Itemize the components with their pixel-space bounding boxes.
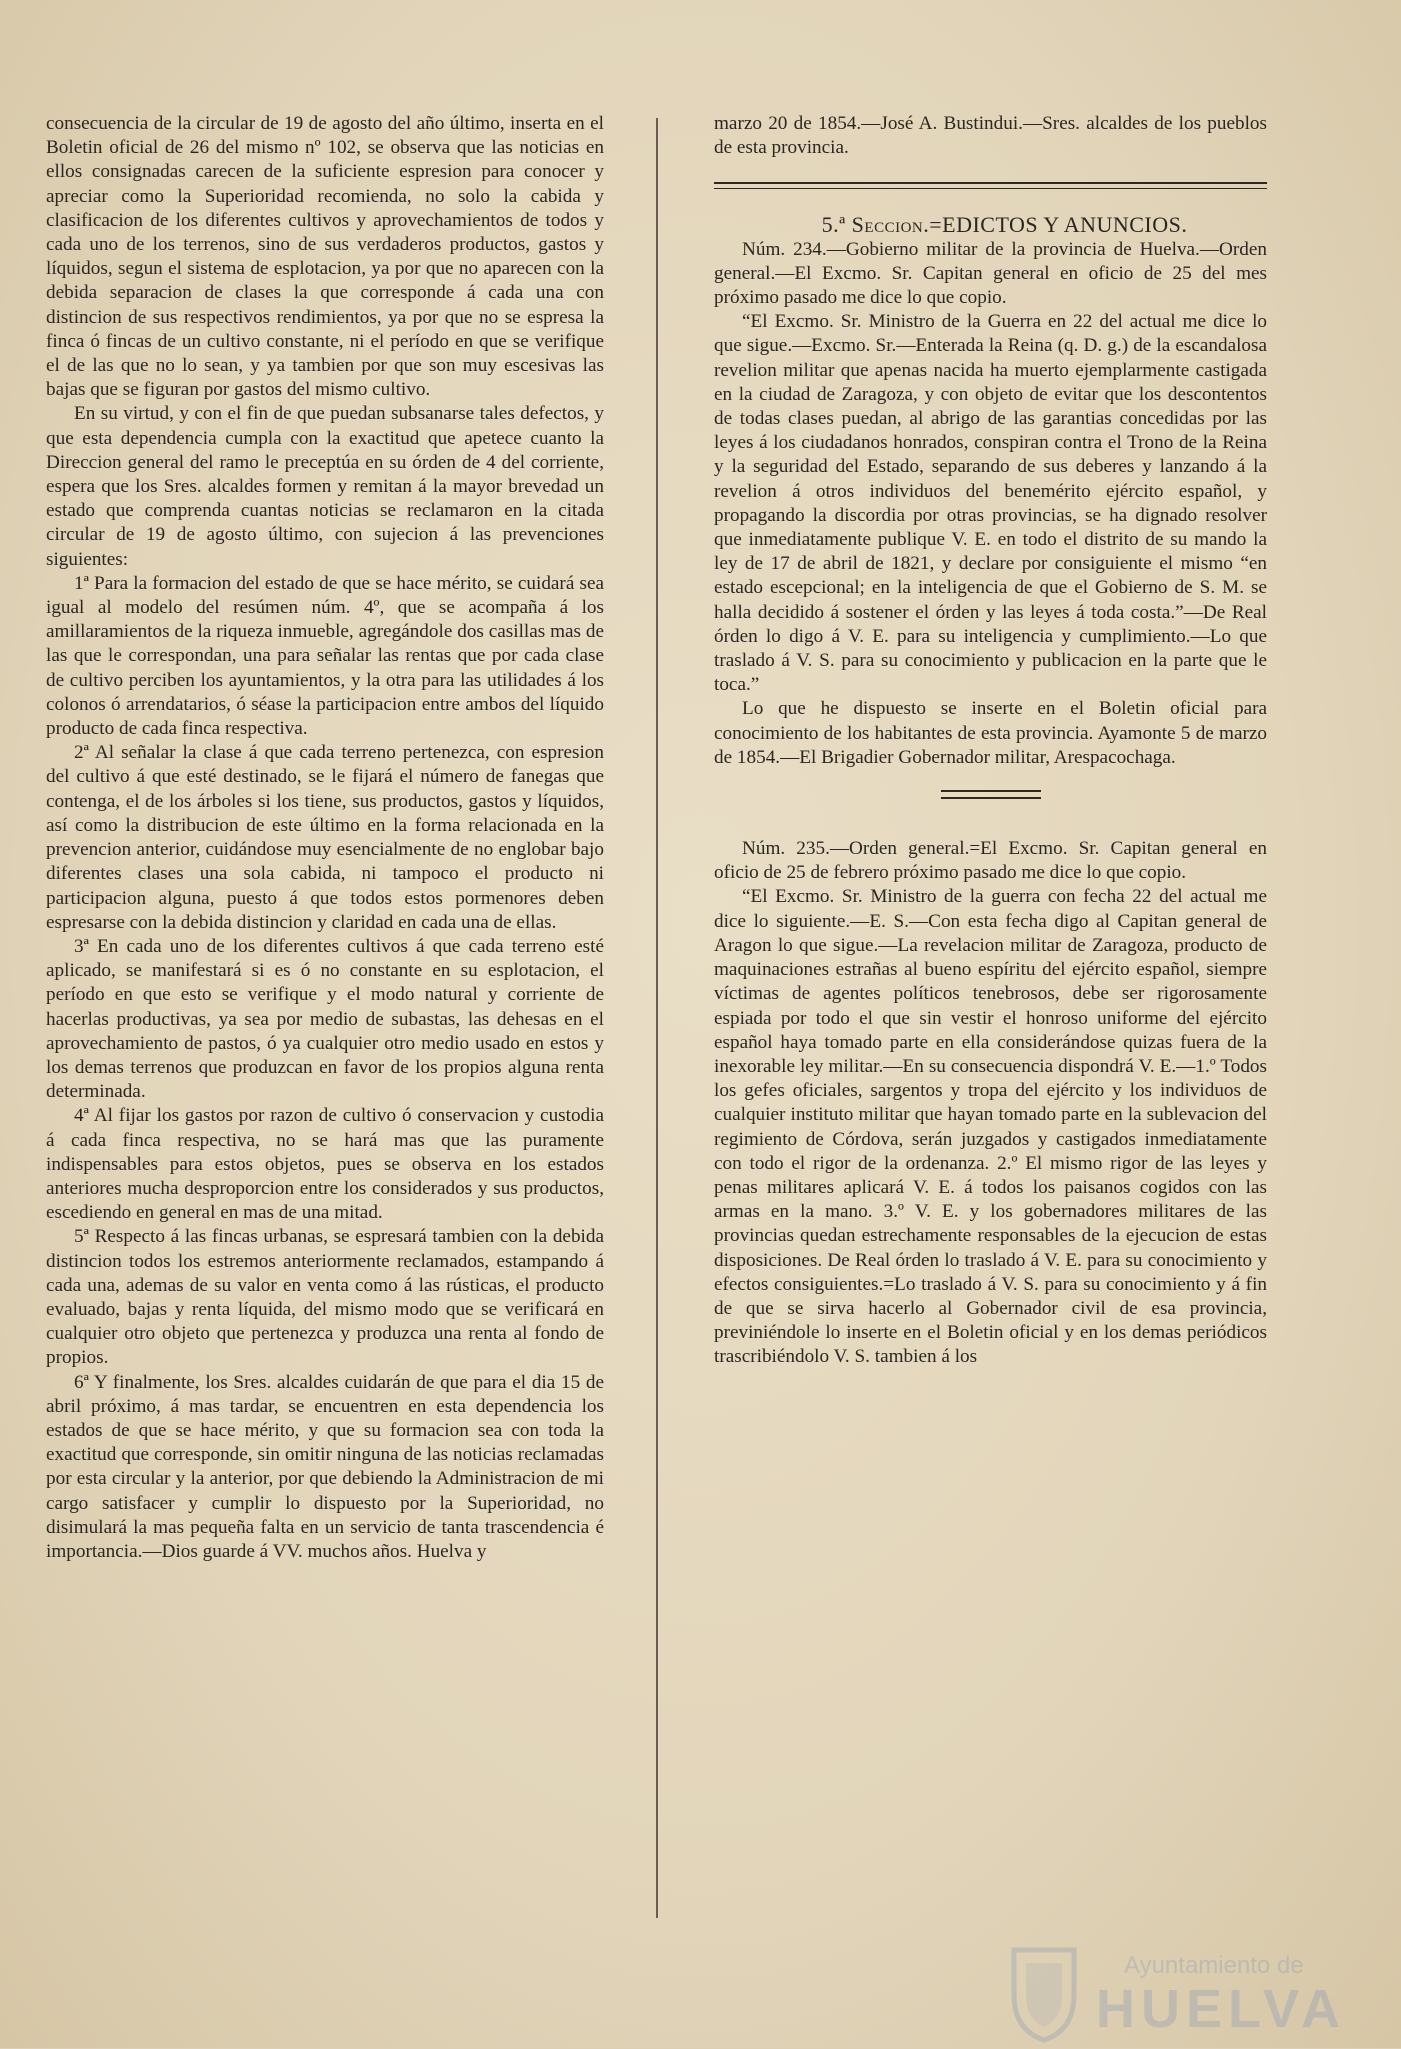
left-column [46, 112, 604, 1564]
circular-rule-4: 4ª Al fijar los gastos por razon de cultivo ó conservacion y custodia á cada finca respectiva, no se hará mas que las puramente indispensables para estos objetos, pues se observa en los estados anteriores mucha desproporcion entre los considerados y sus productos, escediendo en general en mas de una mitad. [46, 1105, 604, 1224]
circular-rule-3: 3ª En cada uno de los diferentes cultivos á que cada terreno esté aplicado, se manifestará si es ó no constante en su esplotacion, el período en que esto se verifique y el modo natural y corriente de hacerlas productivas, ya sea por medio de subastas, las dehesas en el aprovechamiento de pastos, ó ya cualquier otro medio usado en estos y los demas terrenos que produzcan en favor de los propios alguna renta determinada. [46, 935, 604, 1103]
notice-235-body: “El Excmo. Sr. Ministro de la guerra con fecha 22 del actual me dice lo siguiente.—E. S.—Con esta fecha digo al Capitan general de Aragon lo que sigue.—La revelacion militar de Zaragoza, producto de maquinaciones estrañas al bueno espíritu del ejército español, siempre víctimas de agentes políticos tenebrosos, debe ser rigorosamente espiada por todo el que sin vestir el honroso uniforme del ejército español haya tomado parte en ella considerándose quizas fuera de la inexorable ley militar.—En su consecuencia dispondrá V. E.—1.º Todos los gefes oficiales, sargentos y tropa del ejército y los individuos de cualquier instituto militar que hayan tomado parte en la sublevacion del regimiento de Córdova, serán juzgados y castigados inmediatamente con todo el rigor de la ordenanza. 2.º El mismo rigor de las leyes y penas militares aplicará V. E. á todos los paisanos cogidos con las armas en la mano. 3.º V. E. y los gobernadores militares de las provincias quedan estrechamente responsables de la ejecucion de estas disposiciones. De Real órden lo traslado á V. E. para su conocimiento y efectos consiguientes.=Lo traslado á V. S. para su conocimiento y á fin de que se sirva hacerlo al Gobernador civil de esa provincia, previniéndole lo inserte en el Boletin oficial y en los demas periódicos trascribiéndolo V. S. tambien á los [714, 886, 1267, 1368]
notice-234-header: Núm. 234.—Gobierno militar de la provincia de Huelva.—Orden general.—El Excmo. Sr. Capitan general en oficio de 25 del mes próximo pasado me dice lo que copio. [714, 238, 1267, 309]
circular-paragraph: En su virtud, y con el fin de que puedan subsanarse tales defectos, y que esta dependencia cumpla con la exactitud que apetece cuanto la Direccion general del ramo le preceptúa en su órden de 4 del corriente, espera que los Sres. alcaldes formen y remitan á la mayor brevedad un estado que comprenda cuantas noticias se reclamaron en la citada circular de 19 de agosto último, con sujecion á las prevenciones siguientes: [46, 403, 604, 570]
circular-rule-5: 5ª Respecto á las fincas urbanas, se espresará tambien con la debida distincion todos los estremos anteriormente reclamados, estampando á cada una, ademas de su valor en venta como á las rústicas, el producto evaluado, bajas y renta líquida, del mismo modo que se verificará en cualquier otro objeto que pertenezca y produzca una renta al fondo de propios. [46, 1226, 604, 1369]
notice-234-closing: Lo que he dispuesto se inserte en el Boletin oficial para conocimiento de los habitantes de esta provincia. Ayamonte 5 de marzo de 1854.—El Brigadier Gobernador militar, Arespacochaga. [714, 698, 1267, 768]
column-divider [656, 118, 658, 1918]
notice-235-header: Núm. 235.—Orden general.=El Excmo. Sr. Capitan general en oficio de 25 de febrero próximo pasado me dice lo que copio. [714, 838, 1267, 884]
circular-rule-1: 1ª Para la formacion del estado de que se hace mérito, se cuidará sea igual al modelo del resúmen núm. 4º, que se acompaña á los amillaramientos de la riqueza inmueble, agregándole dos casillas mas de las que le correspondan, una para señalar las rentas que por cada clase de cultivo perciben los ayuntamientos, y la otra para las utilidades á los colonos ó arrendatarios, ó séase la participacion entre ambos del líquido producto de cada finca respectiva. [46, 572, 604, 740]
watermark-line2: HUELVA [1096, 1979, 1344, 2039]
right-column [714, 112, 1267, 1370]
watermark-line1: Ayuntamiento de [1124, 1952, 1304, 1979]
shield-icon [1004, 1935, 1344, 2045]
section-rule [714, 182, 1267, 189]
section-heading: =EDICTOS Y ANUNCIOS. [929, 212, 1188, 238]
signature-line: marzo 20 de 1854.—José A. Bustindui.—Sres. alcaldes de los pueblos de esta provincia. [714, 113, 1267, 159]
archive-watermark [1004, 1935, 1344, 2045]
circular-paragraph: consecuencia de la circular de 19 de agosto del año último, inserta en el Boletin oficial de 26 del mismo nº 102, se observa que las noticias en ellos consignadas carecen de la suficiente espresion para conocer y apreciar como la Superioridad recomienda, no solo la cabida y clasificacion de los diferentes cultivos y aprovechamientos de todos y cada uno de los terrenos, sino de sus verdaderos productos, gastos y líquidos, segun el sistema de esplotacion, ya por que no aparecen con la debida separacion de clases la que corresponde á cada una con distincion de sus respectivos rendimientos, ya por que no se espresa la finca ó fincas de un cultivo constante, ni el período en que se verifique el de las que no lo sean, y ya tambien por que son muy escesivas las bajas que se figuran por gastos del mismo cultivo. [46, 113, 604, 401]
notice-separator [941, 790, 1041, 799]
notice-234-body: “El Excmo. Sr. Ministro de la Guerra en 22 del actual me dice lo que sigue.—Excmo. Sr.—Enterada la Reina (q. D. g.) de la escandalosa revelion militar que apenas nacida ha muerto ejemplarmente castigada en la ciudad de Zaragoza, y con objeto de evitar que los descontentos de todas clases puedan, al abrigo de las garantias concedidas por las leyes á los ciudadanos honrados, conspiran contra el Trono de la Reina y la seguridad del Estado, separando de sus deberes y lanzando á la revelion á otros individuos del benemérito ejército español, y propagando la discordia por otras provincias, se ha dignado resolver que inmediatamente publique V. E. en todo el distrito de su mando la ley de 17 de abril de 1821, y declare por consiguiente el mismo “en estado escepcional; en la inteligencia de que el Gobierno de S. M. se halla decidido á sostener el órden y las leyes á toda costa.”—De Real órden lo digo á V. E. para su inteligencia y cumplimiento.—Lo que traslado á V. S. para su conocimiento y publicacion en la parte que le toca.” [714, 311, 1267, 696]
circular-rule-2: 2ª Al señalar la clase á que cada terreno pertenezca, con espresion del cultivo á que esté destinado, se le fijará el número de fanegas que contenga, el de los árboles si los tiene, sus productos, gastos y líquidos, así como la distribucion de este último en la forma relacionada en la prevencion anterior, cuidándose muy esencialmente de no englobar bajo diferentes clases una sola cabida, ni tampoco el producto ni participacion alguna, puesto á que todos estos pormenores deben espresarse con la debida distincion y claridad en cada una de ellas. [46, 742, 604, 933]
section-number: 5.ª Seccion. [821, 212, 930, 238]
section-title [714, 213, 1267, 237]
circular-rule-6: 6ª Y finalmente, los Sres. alcaldes cuidarán de que para el dia 15 de abril próximo, á mas tardar, se encuentren en esta dependencia los estados de que se hace mérito, y que su formacion sea con toda la exactitud que corresponde, sin omitir ninguna de las noticias reclamadas por esta circular y la anterior, por que debiendo la Administracion de mi cargo satisfacer y cumplir lo dispuesto por la Superioridad, no disimulará la mas pequeña falta en un servicio de tanta trascendencia é importancia.—Dios guarde á VV. muchos años. Huelva y [46, 1371, 604, 1562]
